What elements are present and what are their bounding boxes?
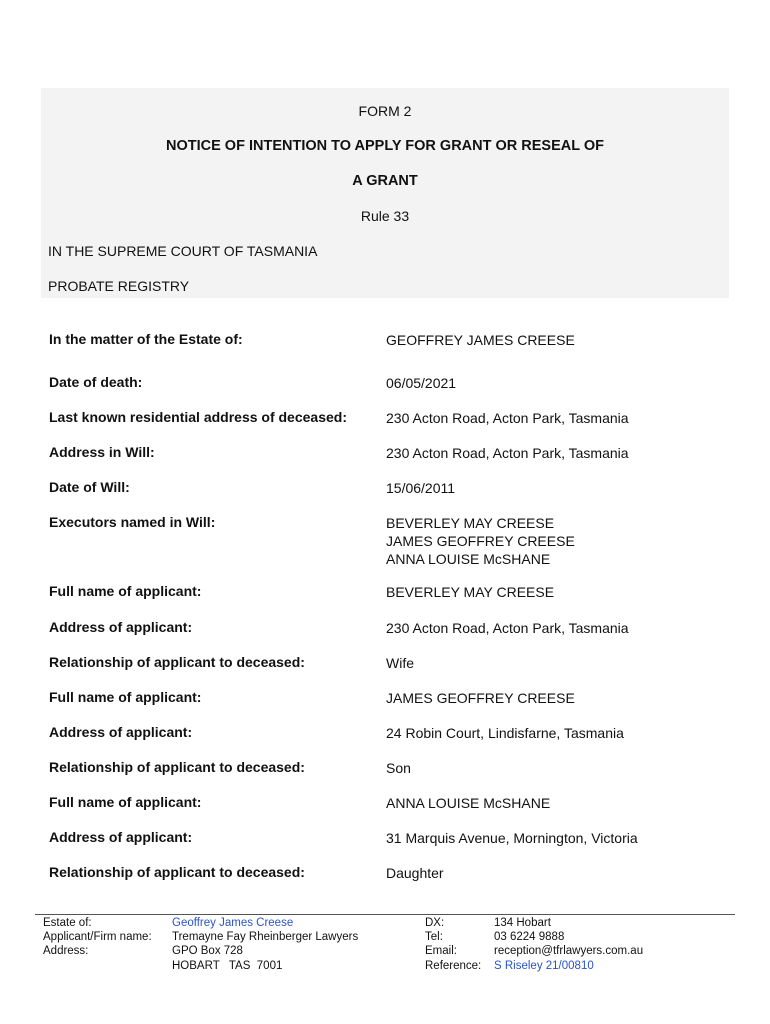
address-line: HOBART TAS 7001 <box>172 959 283 972</box>
field-label: Address of applicant: <box>49 829 193 845</box>
executor-name: ANNA LOUISE McSHANE <box>386 551 551 567</box>
field-value: 24 Robin Court, Lindisfarne, Tasmania <box>386 725 624 741</box>
field-value <box>386 514 575 568</box>
field-label: Executors named in Will: <box>49 514 216 530</box>
address-label: Address: <box>43 945 89 958</box>
field-value: 15/06/2011 <box>386 480 456 496</box>
field-value: Son <box>386 760 411 776</box>
footer-divider <box>35 914 735 915</box>
form-title-line1: NOTICE OF INTENTION TO APPLY FOR GRANT OR RESEAL OF <box>166 138 604 154</box>
tel-value: 03 6224 9888 <box>494 931 565 944</box>
registry-name: PROBATE REGISTRY <box>48 278 190 294</box>
field-label: Date of death: <box>49 374 143 390</box>
estate-label: Estate of: <box>43 917 92 929</box>
field-label: In the matter of the Estate of: <box>49 331 243 347</box>
form-number: FORM 2 <box>358 103 412 119</box>
field-value: BEVERLEY MAY CREESE <box>386 584 555 600</box>
email-label: Email: <box>425 945 457 958</box>
executor-name: BEVERLEY MAY CREESE <box>386 515 555 531</box>
field-value: Wife <box>386 655 414 671</box>
field-value: ANNA LOUISE McSHANE <box>386 795 551 811</box>
footer-labels-left <box>43 916 152 959</box>
reference-label: Reference: <box>425 959 482 972</box>
firm-value: Tremayne Fay Rheinberger Lawyers <box>172 931 359 944</box>
field-value: JAMES GEOFFREY CREESE <box>386 690 575 706</box>
field-value: 230 Acton Road, Acton Park, Tasmania <box>386 410 629 426</box>
footer-values-right <box>494 916 643 973</box>
field-label: Relationship of applicant to deceased: <box>49 759 305 775</box>
form-title-line2: A GRANT <box>352 173 418 189</box>
form-header <box>41 88 729 298</box>
field-value: 230 Acton Road, Acton Park, Tasmania <box>386 620 629 636</box>
field-label: Full name of applicant: <box>49 689 202 705</box>
field-label: Address of applicant: <box>49 724 193 740</box>
field-value: GEOFFREY JAMES CREESE <box>386 332 575 348</box>
estate-value[interactable]: Geoffrey James Creese <box>172 917 294 929</box>
field-label: Last known residential address of deceased: <box>49 409 347 425</box>
rule-reference: Rule 33 <box>360 208 410 224</box>
dx-value: 134 Hobart <box>494 917 551 929</box>
field-label: Relationship of applicant to deceased: <box>49 654 305 670</box>
field-label: Address in Will: <box>49 444 155 460</box>
field-value: 230 Acton Road, Acton Park, Tasmania <box>386 445 629 461</box>
field-label: Address of applicant: <box>49 619 193 635</box>
address-line: GPO Box 728 <box>172 945 243 958</box>
field-value: Daughter <box>386 865 444 881</box>
field-label: Date of Will: <box>49 479 130 495</box>
field-value: 31 Marquis Avenue, Mornington, Victoria <box>386 830 638 846</box>
field-label: Full name of applicant: <box>49 583 202 599</box>
email-value: reception@tfrlawyers.com.au <box>494 945 644 958</box>
field-value: 06/05/2021 <box>386 375 457 391</box>
footer-values-left <box>172 916 358 973</box>
dx-label: DX: <box>425 917 445 929</box>
reference-value[interactable]: S Riseley 21/00810 <box>494 959 594 972</box>
field-label: Full name of applicant: <box>49 794 202 810</box>
executor-name: JAMES GEOFFREY CREESE <box>386 533 575 549</box>
firm-label: Applicant/Firm name: <box>43 931 152 944</box>
footer-labels-right <box>425 916 481 973</box>
field-label: Relationship of applicant to deceased: <box>49 864 305 880</box>
court-name: IN THE SUPREME COURT OF TASMANIA <box>48 243 318 259</box>
tel-label: Tel: <box>425 931 443 944</box>
